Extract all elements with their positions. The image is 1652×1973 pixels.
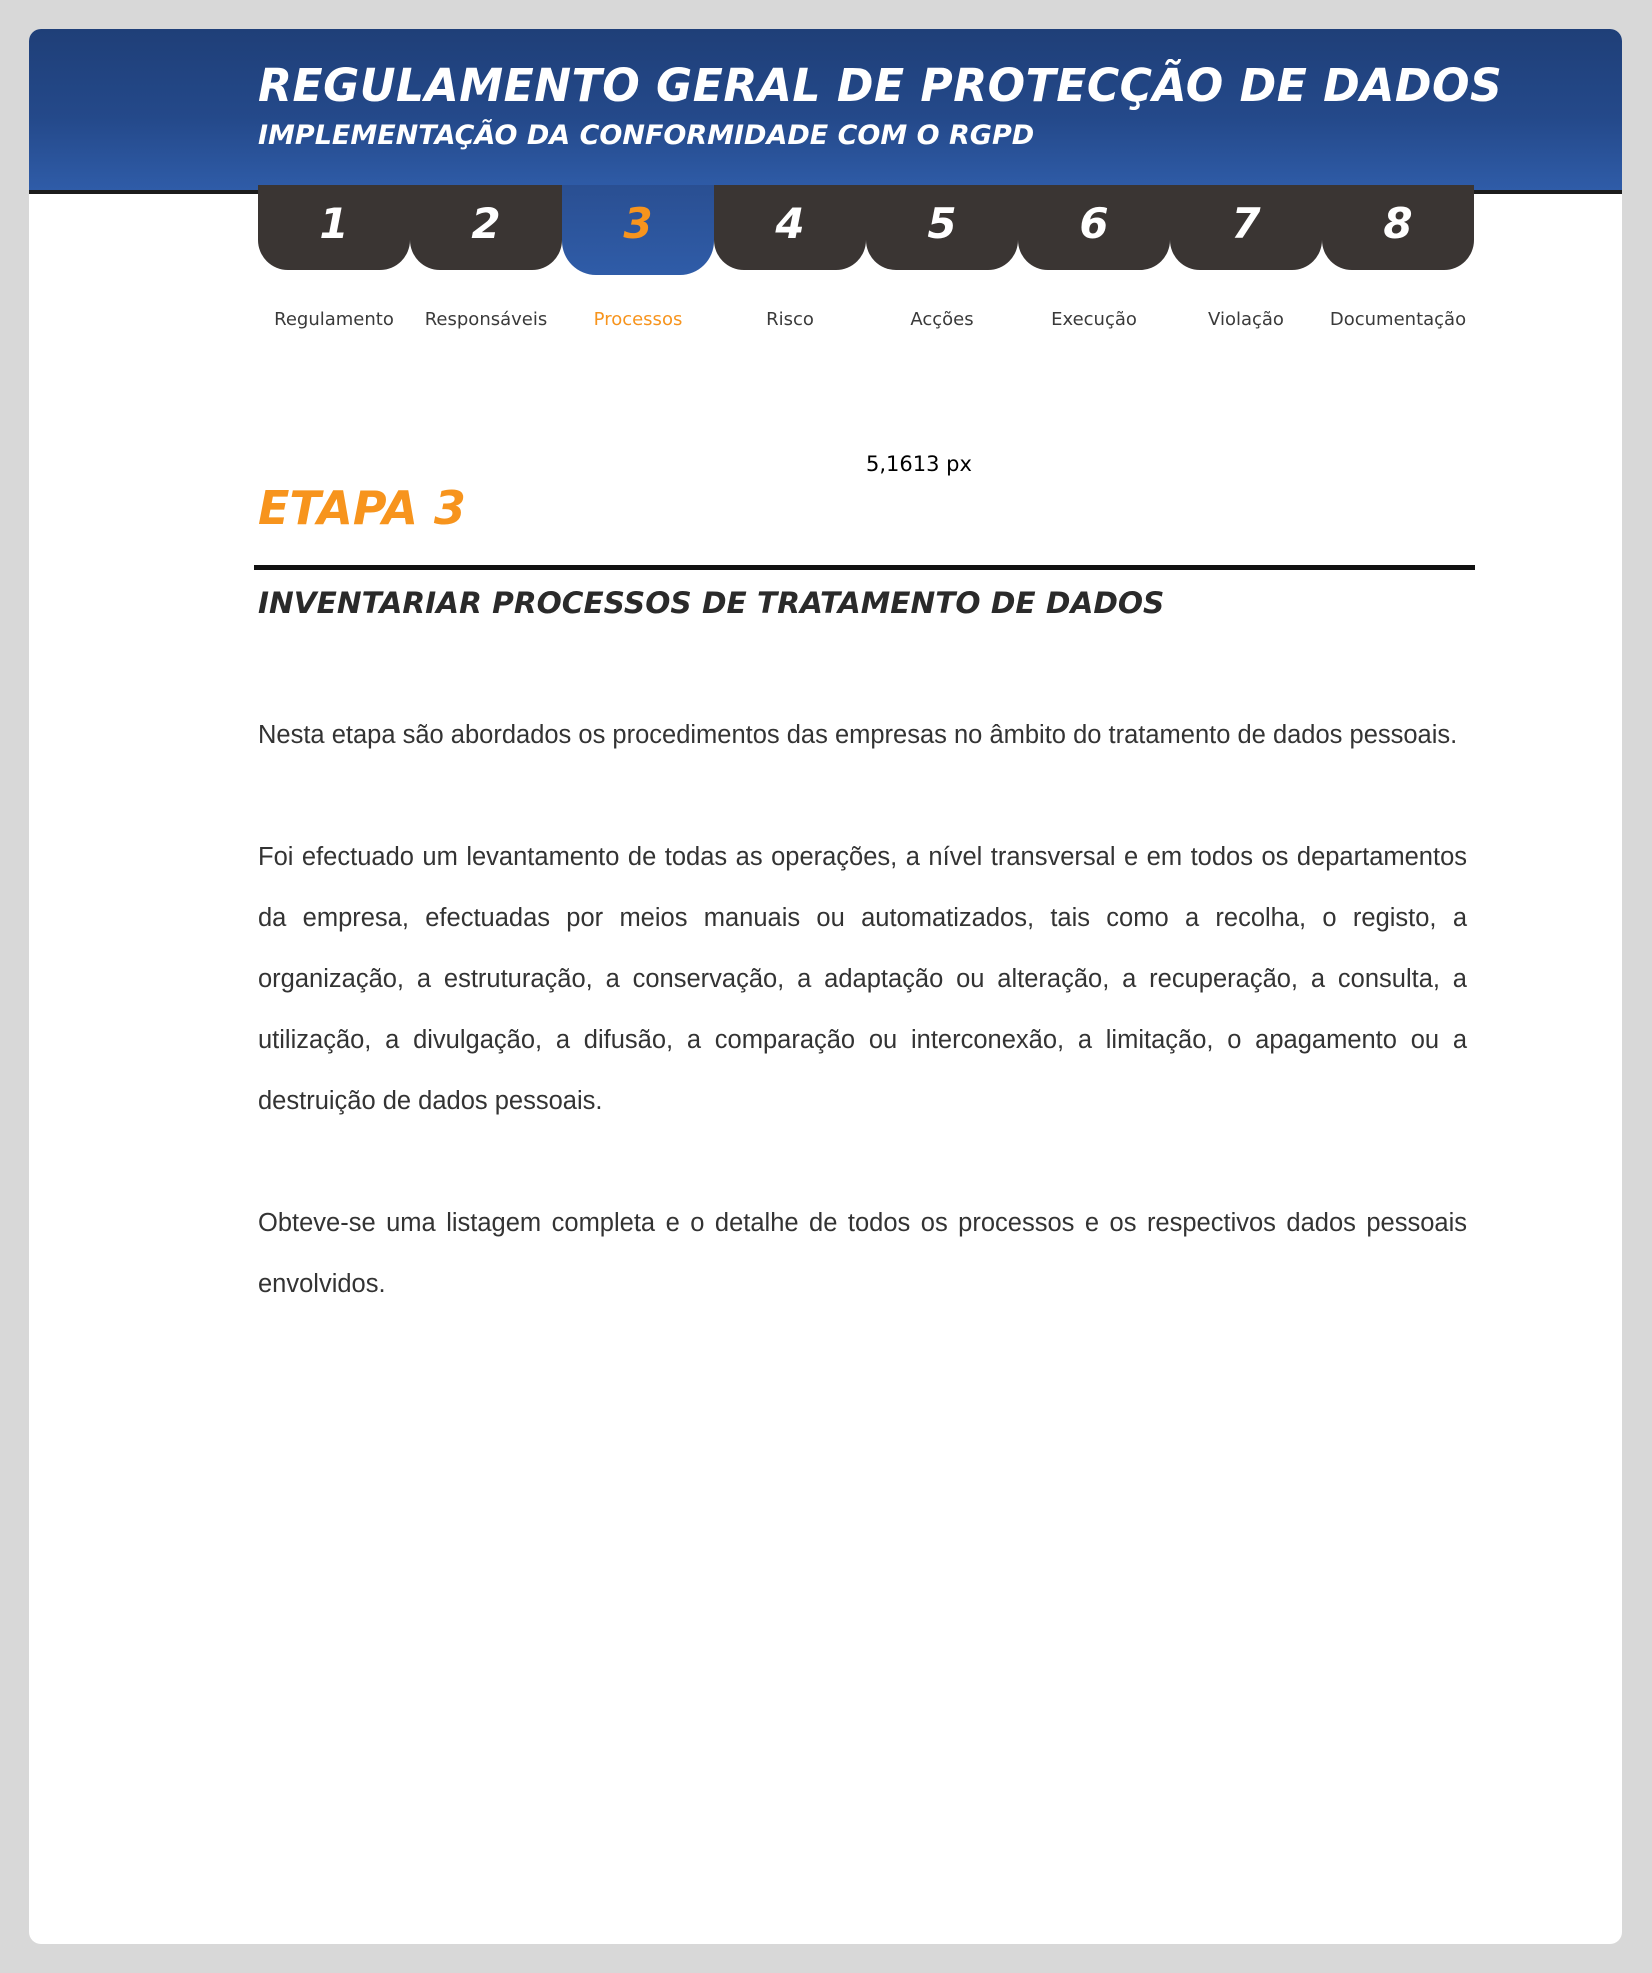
step-label: Processos <box>593 309 683 330</box>
paragraph: Foi efectuado um levantamento de todas as operações, a nível transversal e em todos os departamentos da empresa, efectuadas por meios manuais ou automatizados, tais como a recolha, o registo, a organização, a estruturação, a conservação, a adaptação ou alteração, a recuperação, a consulta, a utilização, a divulgação, a difusão, a comparação ou interconexão, a limitação, o apagamento ou a destruição de dados pessoais. <box>258 843 1467 1115</box>
step-number: 4 <box>775 199 805 248</box>
step-tab-box <box>562 185 714 275</box>
step-number: 7 <box>1231 199 1261 248</box>
measurement-label: 5,1613 px <box>866 452 972 476</box>
step-tab-box <box>714 185 866 270</box>
step-number: 3 <box>623 199 653 248</box>
step-tab-7[interactable] <box>1170 185 1322 335</box>
step-label: Documentação <box>1329 309 1467 330</box>
step-number: 8 <box>1383 199 1413 248</box>
header-title: REGULAMENTO GERAL DE PROTECÇÃO DE DADOS <box>258 59 1503 112</box>
step-number: 6 <box>1079 199 1109 248</box>
step-tab-box <box>866 185 1018 270</box>
stage-subtitle: INVENTARIAR PROCESSOS DE TRATAMENTO DE DADOS <box>258 586 1165 620</box>
header-banner <box>29 29 1622 190</box>
step-label: Violação <box>1208 309 1284 330</box>
step-tab-box <box>1170 185 1322 270</box>
step-tab-1[interactable] <box>258 185 410 335</box>
page-card <box>29 29 1622 1944</box>
step-tab-5[interactable] <box>866 185 1018 335</box>
step-label: Execução <box>1051 309 1137 330</box>
step-tab-box <box>1018 185 1170 270</box>
step-label: Responsáveis <box>424 309 548 330</box>
step-tab-3[interactable] <box>562 185 714 335</box>
step-number: 1 <box>319 199 349 248</box>
paragraph: Obteve-se uma listagem completa e o detalhe de todos os processos e os respectivos dados pessoais envolvidos. <box>258 1209 1467 1298</box>
step-tabs <box>258 185 1474 335</box>
step-number: 5 <box>927 199 957 248</box>
step-tab-6[interactable] <box>1018 185 1170 335</box>
step-tab-2[interactable] <box>410 185 562 335</box>
stage-divider <box>254 565 1475 570</box>
stage-content <box>258 705 1467 1376</box>
step-tab-box <box>258 185 410 270</box>
paragraph: Nesta etapa são abordados os procedimentos das empresas no âmbito do tratamento de dados pessoais. <box>258 721 1458 749</box>
step-label: Risco <box>766 309 814 330</box>
step-number: 2 <box>471 199 501 248</box>
header-subtitle: IMPLEMENTAÇÃO DA CONFORMIDADE COM O RGPD <box>258 120 1035 151</box>
stage-title: ETAPA 3 <box>258 481 466 535</box>
step-label: Acções <box>910 309 974 330</box>
step-tab-4[interactable] <box>714 185 866 335</box>
step-tab-8[interactable] <box>1322 185 1474 335</box>
step-tab-box <box>1322 185 1474 270</box>
step-label: Regulamento <box>274 309 394 330</box>
step-tab-box <box>410 185 562 270</box>
